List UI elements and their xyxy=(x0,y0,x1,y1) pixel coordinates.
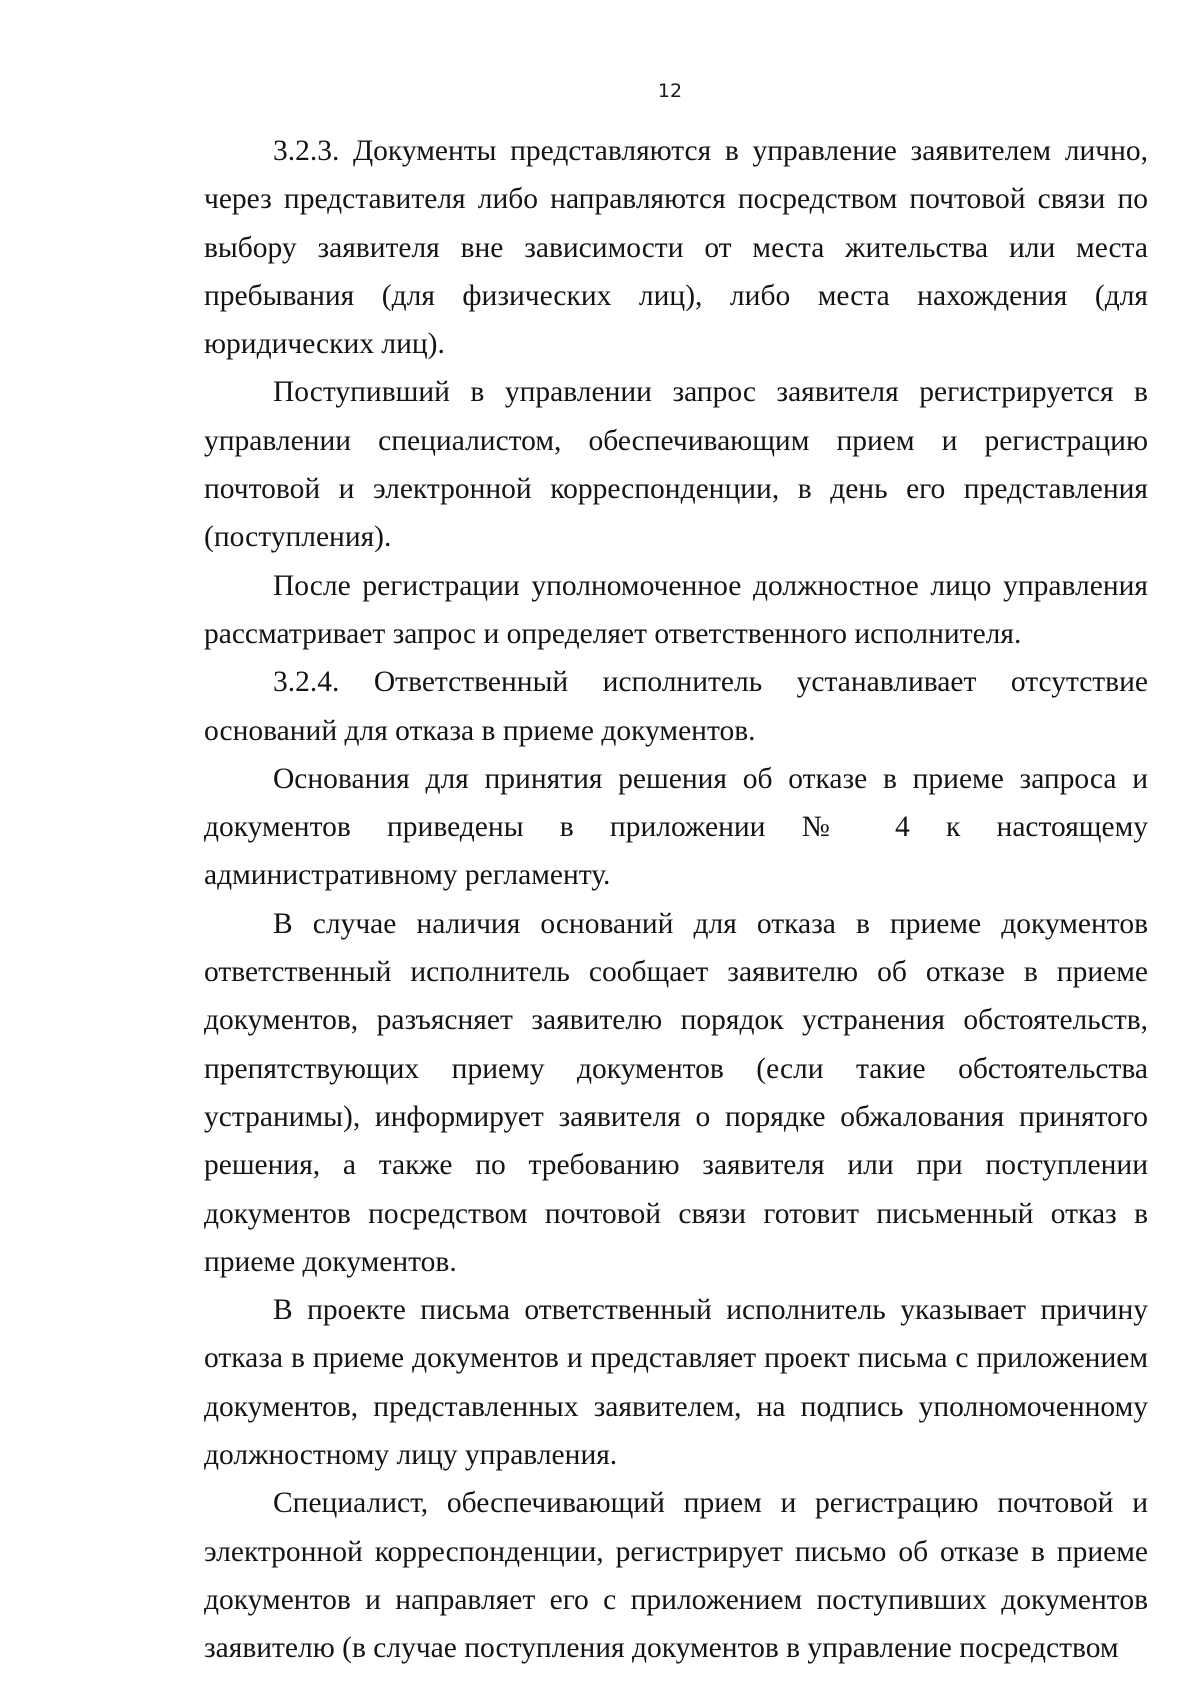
paragraph-refusal-case: В случае наличия оснований для отказа в приеме документов ответственный исполнитель сообщает заявителю об отказе в приеме документов, разъясняет заявителю порядок устранения обстоятельств, препятствующих приему документов (если такие обстоятельства устранимы), информирует заявителя о порядке обжалования принятого решения, а также по требованию заявителя или при поступлении документов посредством почтовой связи готовит письменный отказ в приеме документов. xyxy=(204,907,1148,1278)
page-number: 12 xyxy=(657,80,683,102)
paragraph-specialist-registers: Специалист, обеспечивающий прием и регистрацию почтовой и электронной корреспонденции, регистрирует письмо об отказе в приеме документов и направляет его с приложением поступивших документов заявителю (в случае поступления документов в управление посредством xyxy=(204,1487,1148,1665)
paragraph-3-2-4: 3.2.4. Ответственный исполнитель устанавливает отсутствие оснований для отказа в приеме документов. xyxy=(204,666,1148,747)
paragraph-refusal-grounds: Основания для принятия решения об отказе в приеме запроса и документов приведены в приложении № 4 к настоящему административному регламенту. xyxy=(204,762,1148,892)
document-body xyxy=(204,127,1148,1673)
paragraph-3-2-3: 3.2.3. Документы представляются в управление заявителем лично, через представителя либо направляются посредством почтовой связи по выбору заявителя вне зависимости от места жительства или места пребывания (для физических лиц), либо места нахождения (для юридических лиц). xyxy=(204,135,1148,361)
paragraph-letter-draft: В проекте письма ответственный исполнитель указывает причину отказа в приеме документов и представляет проект письма с приложением документов, представленных заявителем, на подпись уполномоченному должностному лицу управления. xyxy=(204,1294,1148,1472)
paragraph-request-registration: Поступивший в управлении запрос заявителя регистрируется в управлении специалистом, обеспечивающим прием и регистрацию почтовой и электронной корреспонденции, в день его представления (поступления). xyxy=(204,376,1148,554)
paragraph-after-registration: После регистрации уполномоченное должностное лицо управления рассматривает запрос и определяет ответственного исполнителя. xyxy=(204,569,1148,650)
